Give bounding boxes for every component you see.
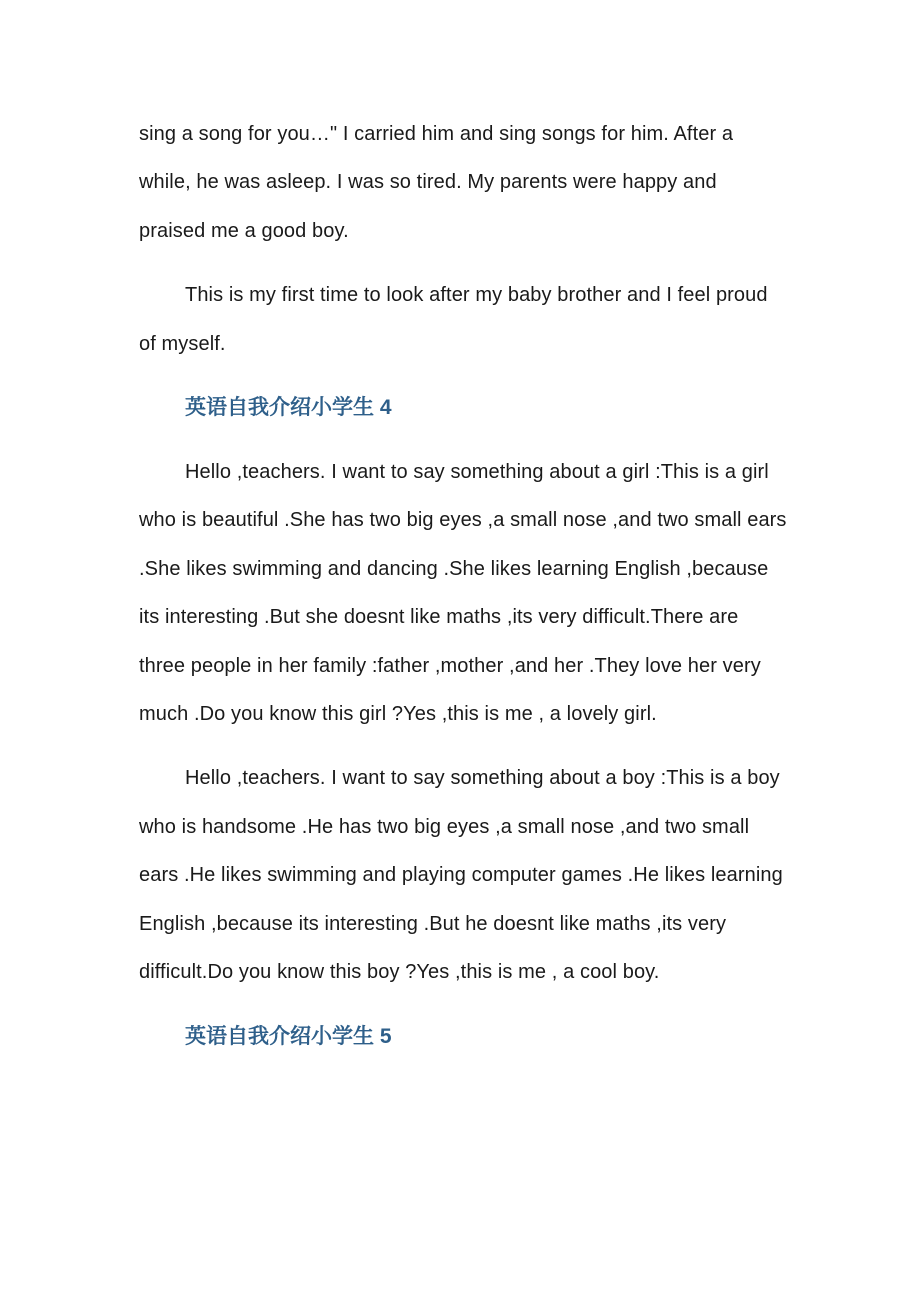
paragraph-continuation: sing a song for you…" I carried him and sing songs for him. After a while, he was asleep. I was so tired. My parents were happy and praised me a good boy. (139, 123, 734, 242)
section-heading-5: 英语自我介绍小学生 5 (185, 1024, 392, 1048)
paragraph-gap (139, 368, 787, 384)
paragraph-proud: This is my first time to look after my baby brother and I feel proud of myself. (139, 284, 768, 355)
paragraph-gap (139, 738, 787, 754)
section-heading-4: 英语自我介绍小学生 4 (185, 396, 392, 420)
paragraph-gap (139, 997, 787, 1013)
paragraph-girl-intro: Hello ,teachers. I want to say something about a girl :This is a girl who is beautiful .She has two big eyes ,a small nose ,and two small ears .She likes swimming and dancing .She likes learning English ,because its interesting .But she doesnt like maths ,its very difficult.There are three people in her family :father ,mother ,and her .They love her very much .Do you know this girl ?Yes ,this is me , a lovely girl. (139, 461, 787, 726)
paragraph-gap (139, 255, 787, 271)
paragraph-gap (139, 432, 787, 448)
paragraph-boy-intro: Hello ,teachers. I want to say something about a boy :This is a boy who is handsome .He has two big eyes ,a small nose ,and two small ears .He likes swimming and playing computer games .He likes learning English ,because its interesting .But he doesnt like maths ,its very difficult.Do you know this boy ?Yes ,this is me , a cool boy. (139, 767, 783, 984)
document-page (139, 110, 787, 1061)
